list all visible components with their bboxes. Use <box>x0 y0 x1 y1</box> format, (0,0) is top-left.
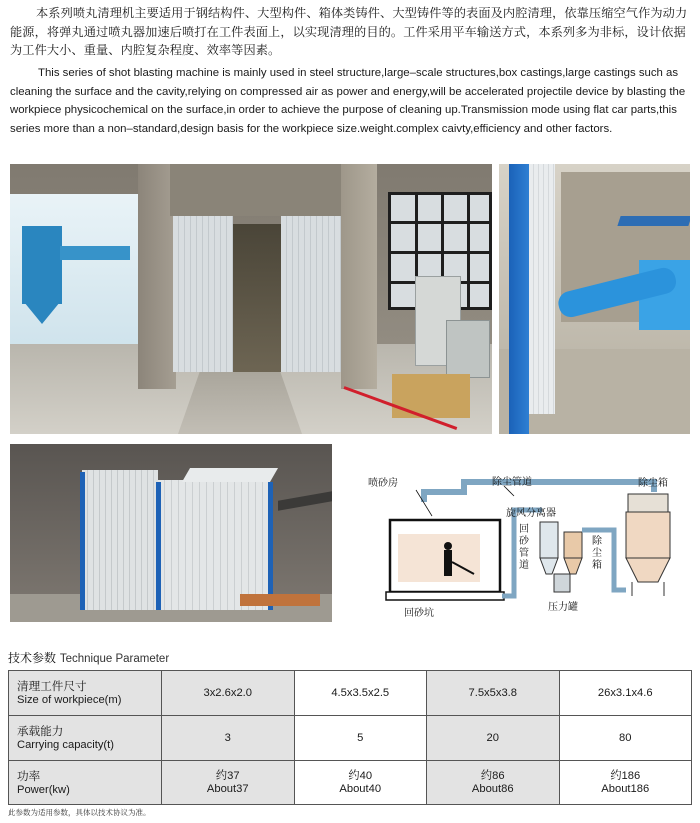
dust-collector-unit <box>22 226 62 304</box>
dust-collector-canopy <box>617 216 690 226</box>
control-panel <box>446 320 490 378</box>
dust-collector-hopper <box>24 302 60 324</box>
table-cell-line: 4.5x3.5x2.5 <box>331 686 390 699</box>
concrete-beam <box>170 164 350 216</box>
dust-pipe-line <box>424 482 654 502</box>
table-cell <box>162 671 295 716</box>
label-blast-room: 喷砂房 <box>368 478 398 489</box>
intro-chinese: 本系列喷丸清理机主要适用于钢结构件、大型构件、箱体类铸件、大型铸件等的表面及内腔清理，依靠压缩空气作为动力能源，将弹丸通过喷丸器加速后喷打在工件表面上，以实现清理的目的。工件采用平车输送方式，本系列多为非标，设计依据为工件大小、重量、内腔复杂程度、效率等因素。 <box>10 6 688 57</box>
label-sand-pipe-1: 回 <box>519 524 529 535</box>
table-cell <box>427 671 560 716</box>
label-dust-box-v3: 箱 <box>592 560 602 571</box>
dust-duct-line <box>582 530 626 590</box>
table-cell <box>427 716 560 761</box>
blue-steel-post <box>509 164 529 434</box>
footnote: 此参数为适用参数，具体以技术协议为准。 <box>8 808 151 817</box>
concrete-pillar-right <box>341 164 377 389</box>
label-return-pit: 回砂坑 <box>404 608 434 619</box>
pressure-tank <box>554 574 570 592</box>
tech-heading <box>8 649 169 666</box>
intro-english: This series of shot blasting machine is mainly used in steel structure,large–scale structures,box castings,large castings such as cleaning the surface and the cavity,relying on compressed air as power and energy,will be accelerated projectile device by blasting the workpiece physicochemical on the surface,in order to achieve the purpose of cleaning up.Transmission mode using flat car parts,this series more than a non–standard,design basis for the workpiece size.weight.complex caivty,efficiency and other factors. <box>10 67 686 135</box>
dust-pipe <box>60 246 130 260</box>
table-cell-line: 约40 <box>348 769 373 782</box>
booth-blue-edge <box>156 482 161 610</box>
label-pressure-tank: 压力罐 <box>548 602 578 613</box>
table-row <box>9 761 692 805</box>
return-pit-box <box>386 592 504 600</box>
process-diagram <box>364 470 680 622</box>
table-cell-line: 26x3.1x4.6 <box>597 686 653 699</box>
small-dust-box-hopper <box>564 558 582 574</box>
row-label-cn: 清理工件尺寸 <box>17 679 87 693</box>
table-cell <box>294 716 427 761</box>
booth-roof <box>182 468 278 482</box>
cyclone-body <box>540 522 558 558</box>
table-cell <box>427 761 560 805</box>
label-dust-box-top: 除尘箱 <box>638 478 668 489</box>
table-cell <box>559 671 692 716</box>
row-label <box>9 671 162 716</box>
row-label-en: Size of workpiece(m) <box>17 694 122 706</box>
booth-left-block <box>82 470 158 610</box>
table-cell-line: About40 <box>339 782 382 795</box>
booth-blue-edge <box>268 482 273 610</box>
table-cell-line: About86 <box>471 782 514 795</box>
table-row <box>9 671 692 716</box>
table-cell <box>559 761 692 805</box>
booth-photo <box>10 444 332 622</box>
workshop-photo <box>10 164 492 434</box>
table-cell <box>294 671 427 716</box>
table-cell <box>559 716 692 761</box>
booth-right-block <box>158 480 270 610</box>
table-cell-line: 约186 <box>610 769 641 782</box>
cyclone-cone <box>540 558 558 574</box>
shed-roof <box>278 491 332 511</box>
row-label <box>9 716 162 761</box>
wooden-crate <box>392 374 470 418</box>
duct-photo <box>499 164 690 434</box>
table-cell-line: 7.5x5x3.8 <box>468 686 517 699</box>
row-label-en: Carrying capacity(t) <box>17 739 114 751</box>
table-cell-line: 约37 <box>215 769 240 782</box>
operator-head <box>444 542 452 550</box>
sand-cloud <box>398 534 480 582</box>
operator-body <box>444 550 452 576</box>
parameter-table <box>8 670 692 805</box>
label-sand-pipe-3: 管 <box>519 548 529 559</box>
label-sand-pipe-4: 道 <box>519 560 529 571</box>
row-label <box>9 761 162 805</box>
label-dust-box-v2: 尘 <box>592 548 602 559</box>
table-cell <box>294 761 427 805</box>
booth-blue-edge <box>80 472 85 610</box>
table-cell-line: 3x2.6x2.0 <box>203 686 252 699</box>
table-cell-line: About186 <box>601 782 650 795</box>
booth-step <box>240 594 320 606</box>
table-cell-line: 80 <box>619 731 632 744</box>
table-cell-line: 20 <box>486 731 499 744</box>
tech-heading-cn: 技术参数 <box>8 651 57 665</box>
small-dust-box <box>564 532 582 558</box>
row-label-en: Power(kw) <box>17 783 70 796</box>
label-cyclone: 旋风分离器 <box>506 508 556 519</box>
label-dust-pipe: 除尘管道 <box>492 477 532 488</box>
row-label-cn: 功率 <box>17 768 41 783</box>
blast-room-door-right <box>281 216 341 372</box>
table-cell-line: 约86 <box>480 769 505 782</box>
blast-room-opening <box>233 224 281 372</box>
table-cell-line: 5 <box>357 731 364 744</box>
big-dust-box <box>626 512 670 558</box>
table-cell <box>162 716 295 761</box>
label-sand-pipe-2: 砂 <box>519 536 529 547</box>
table-row <box>9 716 692 761</box>
table-cell <box>162 761 295 805</box>
tech-heading-en: Technique Parameter <box>59 653 170 665</box>
big-dust-box-top <box>628 494 668 512</box>
row-label-cn: 承载能力 <box>17 724 64 738</box>
table-cell-line: About37 <box>206 782 249 795</box>
booth-wall-panel <box>529 164 555 414</box>
label-dust-box-v1: 除 <box>592 536 602 547</box>
blast-room-door-left <box>173 216 233 372</box>
big-dust-box-hopper <box>626 558 670 582</box>
table-cell-line: 3 <box>224 731 231 744</box>
